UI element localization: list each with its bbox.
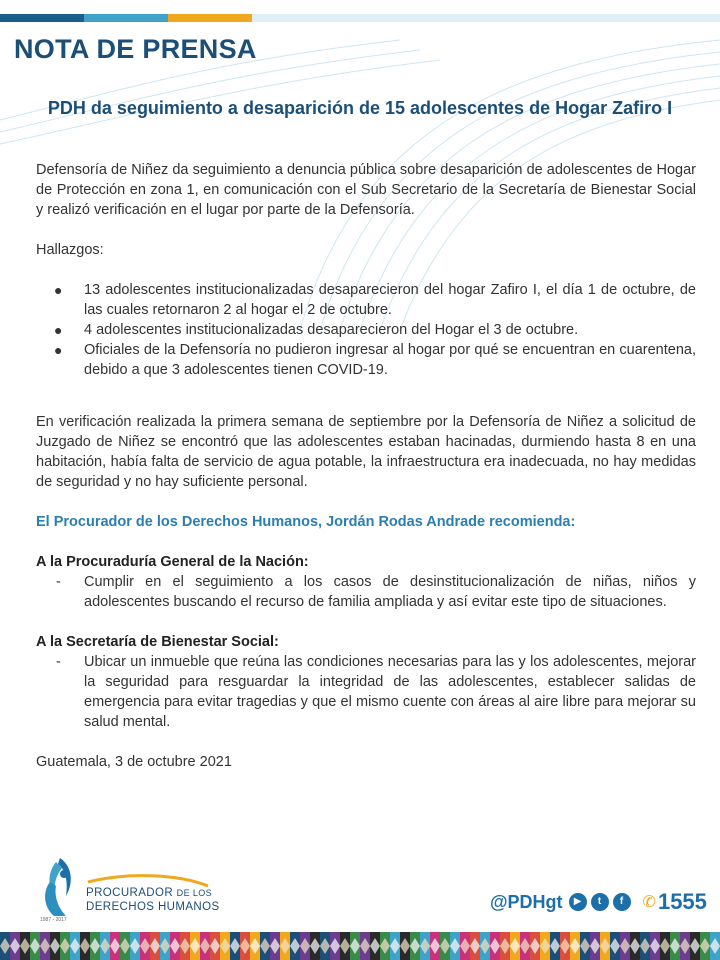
dash-icon: - [56, 654, 61, 670]
phone-icon: ✆ [642, 894, 656, 911]
list-item: ● 4 adolescentes institucionalizadas desaparecieron del Hogar el 3 de octubre. [54, 322, 579, 338]
list-item: ● 13 adolescentes institucionalizadas desaparecieron del hogar Zafiro I, el día 1 de octubre, de las cuales retornaron 2 al hogar el 2 de octubre. [54, 282, 696, 318]
recommendation-list-pgn [36, 572, 696, 612]
recommendation-heading: El Procurador de los Derechos Humanos, Jordán Rodas Andrade recomienda: [36, 514, 576, 530]
twitter-icon[interactable]: t [591, 893, 609, 911]
phone-number[interactable]: ✆ 1555 [642, 889, 707, 914]
signature-date: Guatemala, 3 de octubre 2021 [36, 754, 232, 770]
list-item: ● Oficiales de la Defensoría no pudieron ingresar al hogar por qué se encuentran en cuarentena, debido a que 3 adolescentes tienen COVID-19. [54, 342, 696, 378]
recommendation-recipient-pgn: A la Procuraduría General de la Nación: [36, 554, 309, 570]
youtube-icon[interactable]: ▶ [569, 893, 587, 911]
logo-years: 1987 - 2017 [40, 917, 67, 923]
dash-icon: - [56, 574, 61, 590]
recommendation-recipient-sbs: A la Secretaría de Bienestar Social: [36, 634, 279, 650]
list-item: - Cumplir en el seguimiento a los casos de desinstitucionalización de niñas, niños y adolescentes buscando el recurso de familia ampliada y así evitar este tipo de situaciones. [56, 574, 696, 610]
textile-border [0, 932, 720, 960]
social-links [490, 890, 707, 914]
recommendation-list-sbs [36, 652, 696, 732]
intro-paragraph: Defensoría de Niñez da seguimiento a denuncia pública sobre desaparición de adolescentes de Hogar de Protección en zona 1, en comunicación con el Sub Secretario de la Secretaría de Bienestar Social y realizó verificación en el lugar por parte de la Defensoría. [36, 162, 696, 218]
press-release-title: PDH da seguimiento a desaparición de 15 adolescentes de Hogar Zafiro I [47, 98, 673, 118]
findings-label: Hallazgos: [36, 242, 104, 258]
pdh-logo-text: PROCURADOR DE LOS DERECHOS HUMANOS [86, 887, 220, 913]
bullet-icon: ● [54, 322, 63, 338]
list-item: - Ubicar un inmueble que reúna las condiciones necesarias para las y los adolescentes, mejorar la seguridad para resguardar la integridad de las adolescentes, establecer salidas de emergencia para evitar tragedias y que el mismo cuente con áreas al aire libre para mejorar su salud mental. [56, 654, 696, 730]
bullet-icon: ● [54, 342, 63, 358]
facebook-icon[interactable]: f [613, 893, 631, 911]
press-release-header: NOTA DE PRENSA [14, 34, 257, 64]
verification-paragraph: En verificación realizada la primera semana de septiembre por la Defensoría de Niñez a solicitud de Juzgado de Niñez se encontró que las adolescentes estaban hacinadas, durmiendo hasta 8 en una habitación, había falta de servicio de agua potable, la infraestructura era inadecuada, no hay medidas de seguridad y no hay suficiente personal. [36, 414, 696, 490]
press-release-body [36, 160, 696, 772]
bullet-icon: ● [54, 282, 63, 298]
social-handle[interactable]: @PDHgt [490, 891, 563, 912]
findings-list [36, 280, 696, 380]
